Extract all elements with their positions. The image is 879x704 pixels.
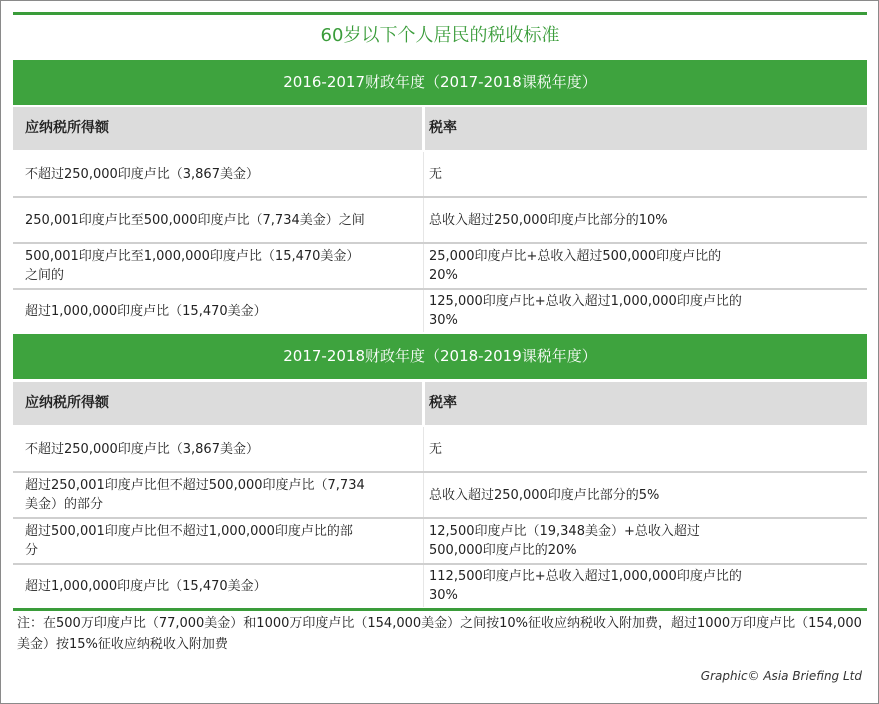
column-separator	[423, 244, 424, 288]
table-row	[13, 473, 867, 519]
rate-cell: 总收入超过250,000印度卢比部分的10%	[429, 212, 668, 228]
income-cell: 250,001印度卢比至500,000印度卢比（7,734美金）之间	[25, 212, 365, 228]
table-row	[13, 427, 867, 473]
income-cell: 不超过250,000印度卢比（3,867美金）	[25, 441, 259, 457]
column-header-row	[13, 107, 867, 150]
page-title: 60岁以下个人居民的税收标准	[320, 25, 560, 46]
income-cell: 超过1,000,000印度卢比（15,470美金）	[25, 578, 267, 594]
column-header-income: 应纳税所得额	[25, 120, 109, 136]
table-row	[13, 244, 867, 290]
column-header-rate: 税率	[429, 120, 457, 136]
column-separator	[423, 427, 424, 471]
table-row	[13, 152, 867, 198]
column-header-row	[13, 382, 867, 425]
table-row	[13, 290, 867, 332]
top-rule	[13, 12, 867, 15]
income-cell: 不超过250,000印度卢比（3,867美金）	[25, 166, 259, 182]
income-cell: 超过250,001印度卢比但不超过500,000印度卢比（7,734美金）的部分	[25, 478, 365, 512]
income-cell: 超过500,001印度卢比但不超过1,000,000印度卢比的部分	[25, 524, 353, 558]
table-row	[13, 565, 867, 607]
rate-cell: 12,500印度卢比（19,348美金）+总收入超过500,000印度卢比的20%	[429, 524, 700, 558]
credit-line: Graphic© Asia Briefing Ltd	[700, 669, 862, 683]
column-divider	[422, 107, 425, 150]
column-divider	[422, 382, 425, 425]
rate-cell: 无	[429, 441, 443, 457]
bottom-rule	[13, 608, 867, 611]
rate-cell: 112,500印度卢比+总收入超过1,000,000印度卢比的30%	[429, 569, 742, 603]
rate-cell: 无	[429, 166, 443, 182]
table-row	[13, 519, 867, 565]
rate-cell: 125,000印度卢比+总收入超过1,000,000印度卢比的30%	[429, 294, 742, 328]
column-separator	[423, 290, 424, 332]
income-cell: 500,001印度卢比至1,000,000印度卢比（15,470美金）之间的	[25, 249, 360, 283]
column-header-income: 应纳税所得额	[25, 395, 109, 411]
table-row	[13, 198, 867, 244]
income-cell: 超过1,000,000印度卢比（15,470美金）	[25, 303, 267, 319]
section-header-2016-2017: 2016-2017财政年度（2017-2018课税年度）	[13, 60, 867, 105]
column-separator	[423, 152, 424, 196]
column-separator	[423, 473, 424, 517]
column-header-rate: 税率	[429, 395, 457, 411]
rate-cell: 25,000印度卢比+总收入超过500,000印度卢比的20%	[429, 249, 722, 283]
column-separator	[423, 198, 424, 242]
rate-cell: 总收入超过250,000印度卢比部分的5%	[429, 487, 660, 503]
column-separator	[423, 519, 424, 563]
footnote: 注：在500万印度卢比（77,000美金）和1000万印度卢比（154,000美金）之间按10%征收应纳税收入附加费，超过1000万印度卢比（154,000美金）按15%征收应纳税收入附加费	[17, 616, 862, 652]
section-header-2017-2018: 2017-2018财政年度（2018-2019课税年度）	[13, 334, 867, 379]
column-separator	[423, 565, 424, 607]
